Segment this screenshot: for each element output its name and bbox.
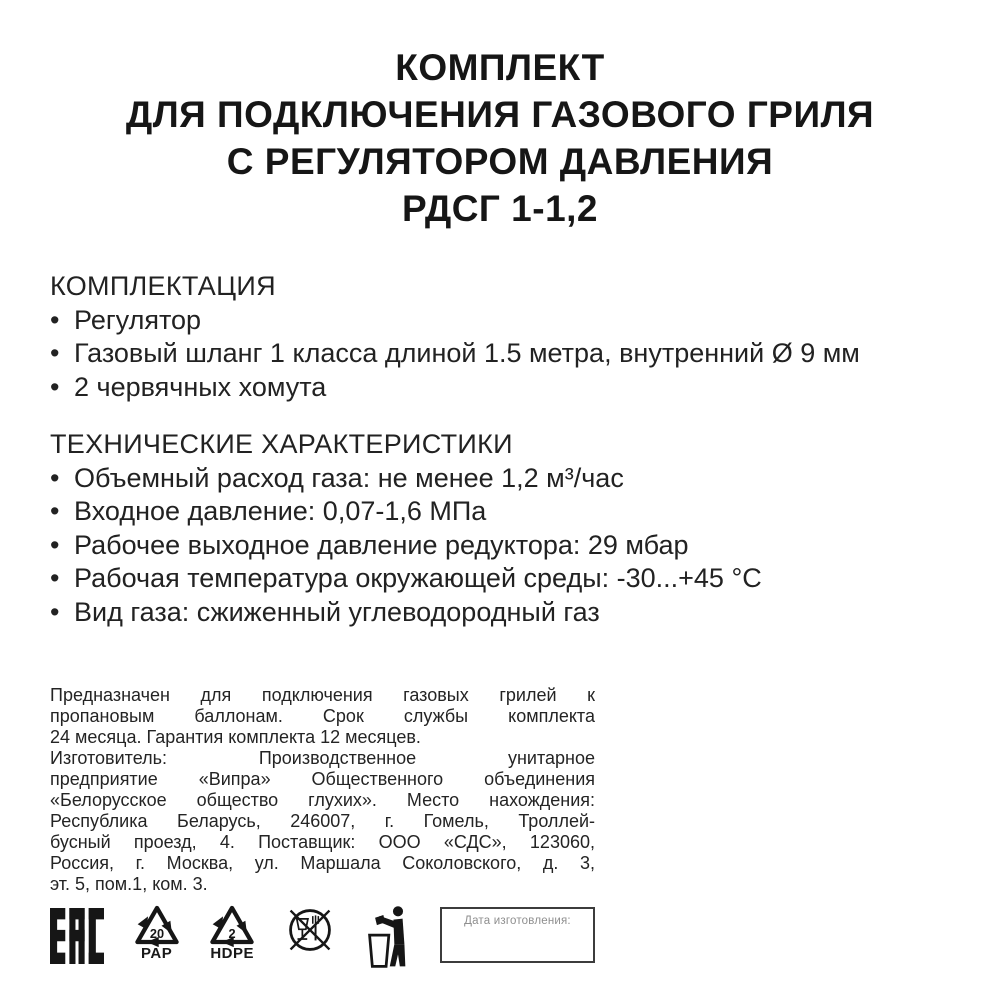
recycle-triangle-hdpe-icon	[209, 903, 255, 947]
bullet-marker: •	[50, 371, 60, 402]
page-title	[50, 44, 950, 232]
list-item-text: Рабочее выходное давление редуктора: 29 мбар	[74, 529, 689, 560]
fine-print-line: бусный проезд, 4. Поставщик: ООО «СДС», 123060,	[50, 832, 595, 852]
tidyman-icon	[364, 904, 410, 970]
list-item-text: Объемный расход газа: не менее 1,2 м³/час	[74, 462, 624, 493]
list-item	[50, 596, 950, 630]
section-kit-contents	[50, 270, 950, 404]
list-item-text: Входное давление: 0,07-1,6 МПа	[74, 496, 487, 526]
list-item	[50, 337, 950, 371]
fine-print-line: пропановым баллонам. Срок службы комплекта	[50, 706, 595, 726]
recycle-code: 2	[228, 925, 236, 941]
title-line: КОМПЛЕКТ	[395, 47, 605, 88]
list-item	[50, 529, 950, 563]
list-item-text: Рабочая температура окружающей среды: -30...+45 °С	[74, 563, 762, 593]
fine-print-line: Россия, г. Москва, ул. Маршала Соколовского, д. 3,	[50, 853, 595, 873]
title-line: ДЛЯ ПОДКЛЮЧЕНИЯ ГАЗОВОГО ГРИЛЯ	[125, 94, 875, 135]
recycle-pap-symbol	[134, 903, 180, 962]
recycle-hdpe-symbol	[209, 903, 255, 962]
manufacture-date-box	[440, 907, 595, 963]
list-item-text: Вид газа: сжиженный углеводородный газ	[74, 596, 600, 627]
list-item-text: Регулятор	[74, 304, 202, 335]
fine-print-paragraph-manufacturer	[50, 748, 595, 895]
list-item	[50, 495, 950, 529]
fine-print-paragraph-purpose	[50, 685, 595, 748]
fine-print-line: эт. 5, пом.1, ком. 3.	[50, 874, 208, 894]
bullet-marker: •	[50, 304, 60, 335]
section-technical-specs	[50, 428, 950, 629]
manufacture-date-label: Дата изготовления:	[464, 915, 571, 927]
fine-print-line: Изготовитель: Производственное унитарное	[50, 748, 595, 768]
list-item	[50, 304, 950, 338]
fine-print-line: Республика Беларусь, 246007, г. Гомель, Троллей-	[50, 811, 595, 831]
bullet-marker: •	[50, 529, 60, 560]
title-line-model: РДСГ 1-1,2	[401, 188, 599, 229]
bullet-marker: •	[50, 563, 60, 593]
fine-print-line: Предназначен для подключения газовых грилей к	[50, 685, 595, 705]
fine-print	[50, 685, 595, 895]
no-food-contact-icon	[285, 905, 335, 955]
title-line: С РЕГУЛЯТОРОМ ДАВЛЕНИЯ	[226, 141, 774, 182]
list-item-text: Газовый шланг 1 класса длиной 1.5 метра, внутренний Ø 9 мм	[74, 338, 860, 368]
bullet-marker: •	[50, 462, 60, 493]
eac-conformity-mark-icon	[50, 908, 104, 964]
list-item	[50, 371, 950, 405]
bullet-marker: •	[50, 596, 60, 627]
fine-print-line: 24 месяца. Гарантия комплекта 12 месяцев.	[50, 727, 421, 747]
section-heading: КОМПЛЕКТАЦИЯ	[50, 271, 276, 301]
bullet-marker: •	[50, 338, 60, 368]
list-item-text: 2 червячных хомута	[74, 371, 327, 402]
list-item	[50, 562, 950, 596]
footer-icon-row	[50, 903, 595, 970]
content-sections	[50, 270, 950, 629]
fine-print-line: «Белорусское общество глухих». Место нахождения:	[50, 790, 595, 810]
recycle-triangle-pap-icon	[134, 903, 180, 947]
recycle-material-label: PAP	[140, 945, 173, 962]
section-heading: ТЕХНИЧЕСКИЕ ХАРАКТЕРИСТИКИ	[50, 429, 513, 459]
recycle-code: 20	[149, 925, 164, 941]
bullet-marker: •	[50, 496, 60, 526]
list-item	[50, 462, 950, 496]
fine-print-line: предприятие «Випра» Общественного объединения	[50, 769, 595, 789]
recycle-material-label: HDPE	[210, 945, 255, 962]
